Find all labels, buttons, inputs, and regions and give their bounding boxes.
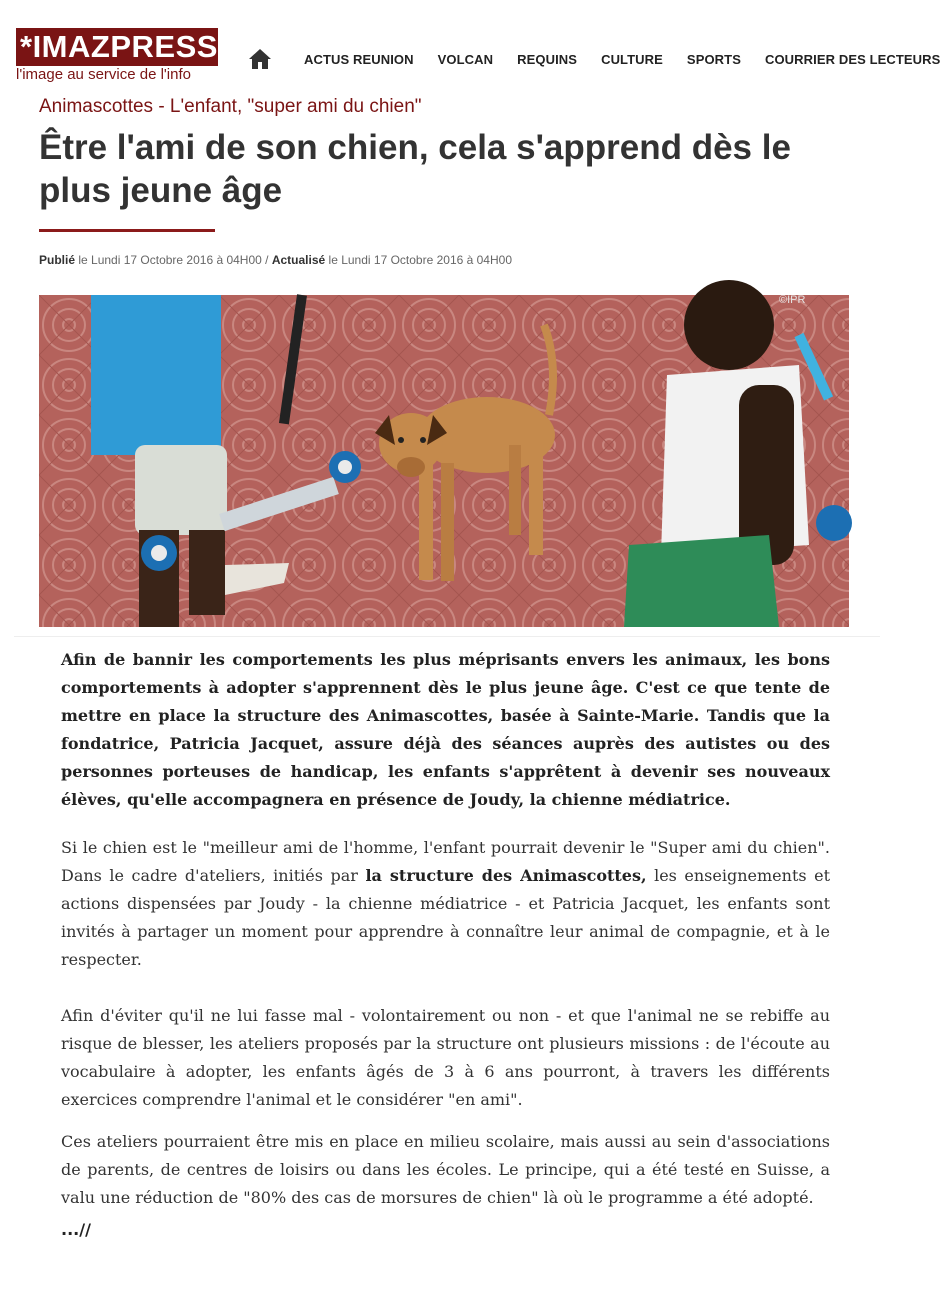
nav-item-volcan[interactable]: VOLCAN [437, 51, 494, 67]
animascottes-link[interactable]: la structure des Animascottes, [365, 866, 647, 885]
published-label: Publié [39, 253, 76, 267]
article-paragraph-4: Ces ateliers pourraient être mis en place en milieu scolaire, mais aussi au sein d'associations de parents, de centres de loisirs ou dans les écoles. Le principe, qui a été testé en Suisse, a valu une réduction de "80% des cas de morsures de chien" là où le programme a été adopté. [61, 1132, 830, 1207]
article-kicker[interactable]: Animascottes - L'enfant, "super ami du chien" [39, 96, 422, 117]
logo-wordmark: *IMAZPRESS [16, 28, 218, 66]
article-lead: Afin de bannir les comportements les plus méprisants envers les animaux, les bons comportements à adopter s'apprennent dès le plus jeune âge. C'est ce que tente de mettre en place la structure des Animascottes, basée à Sainte-Marie. Tandis que la fondatrice, Patricia Jacquet, assure déjà des séances auprès des autistes ou des personnes porteuses de handicap, les enfants s'apprêtent à devenir ses nouveaux élèves, qu'elle accompagnera en présence de Joudy, la chienne médiatrice. [61, 650, 830, 809]
article-photo [39, 295, 849, 627]
article-meta [39, 253, 512, 267]
nav-item-culture[interactable]: CULTURE [601, 51, 663, 67]
main-nav [248, 48, 940, 70]
p2-text-before: Si le chien est le "meilleur ami de l'homme, l'enfant pourrait devenir le "Super ami du chien". Dans le cadre d'ateliers, initiés par [61, 838, 830, 885]
title-underline [39, 229, 215, 232]
photo-divider [14, 636, 880, 637]
photo-illustration [39, 295, 849, 627]
logo-tagline: l'image au service de l'info [16, 66, 191, 83]
home-icon[interactable] [248, 48, 272, 70]
nav-item-courrier[interactable]: COURRIER DES LECTEURS [764, 51, 940, 67]
updated-date: le Lundi 17 Octobre 2016 à 04H00 [325, 253, 512, 267]
site-logo[interactable] [16, 28, 218, 88]
nav-item-actus-reunion[interactable]: ACTUS REUNION [304, 51, 414, 67]
nav-item-requins[interactable]: REQUINS [517, 51, 578, 67]
article-body [61, 646, 830, 1239]
article-paragraph-2 [61, 834, 830, 974]
nav-item-sports[interactable]: SPORTS [686, 51, 741, 67]
article-continuation: ...// [61, 1220, 91, 1239]
article-paragraph-3: Afin d'éviter qu'il ne lui fasse mal - volontairement ou non - et que l'animal ne se rebiffe au risque de blesser, les ateliers proposés par la structure ont plusieurs missions : de l'écoute au vocabulaire à adopter, les enfants âgés de 3 à 6 ans pourront, à travers les différents exercices comprendre l'animal et le considérer "en ami". [61, 1006, 830, 1109]
p2-text-after: les enseignements et actions dispensées par Joudy - la chienne médiatrice - et Patricia Jacquet, les enfants sont invités à partager un moment pour apprendre à connaître leur animal de compagnie, et à le respecter. [61, 866, 831, 969]
photo-credit: ©IPR [779, 294, 806, 306]
updated-label: Actualisé [271, 253, 326, 267]
site-header [0, 0, 940, 95]
published-date: le Lundi 17 Octobre 2016 à 04H00 / [75, 253, 272, 267]
article-title: Être l'ami de son chien, cela s'apprend dès le plus jeune âge [39, 128, 791, 210]
